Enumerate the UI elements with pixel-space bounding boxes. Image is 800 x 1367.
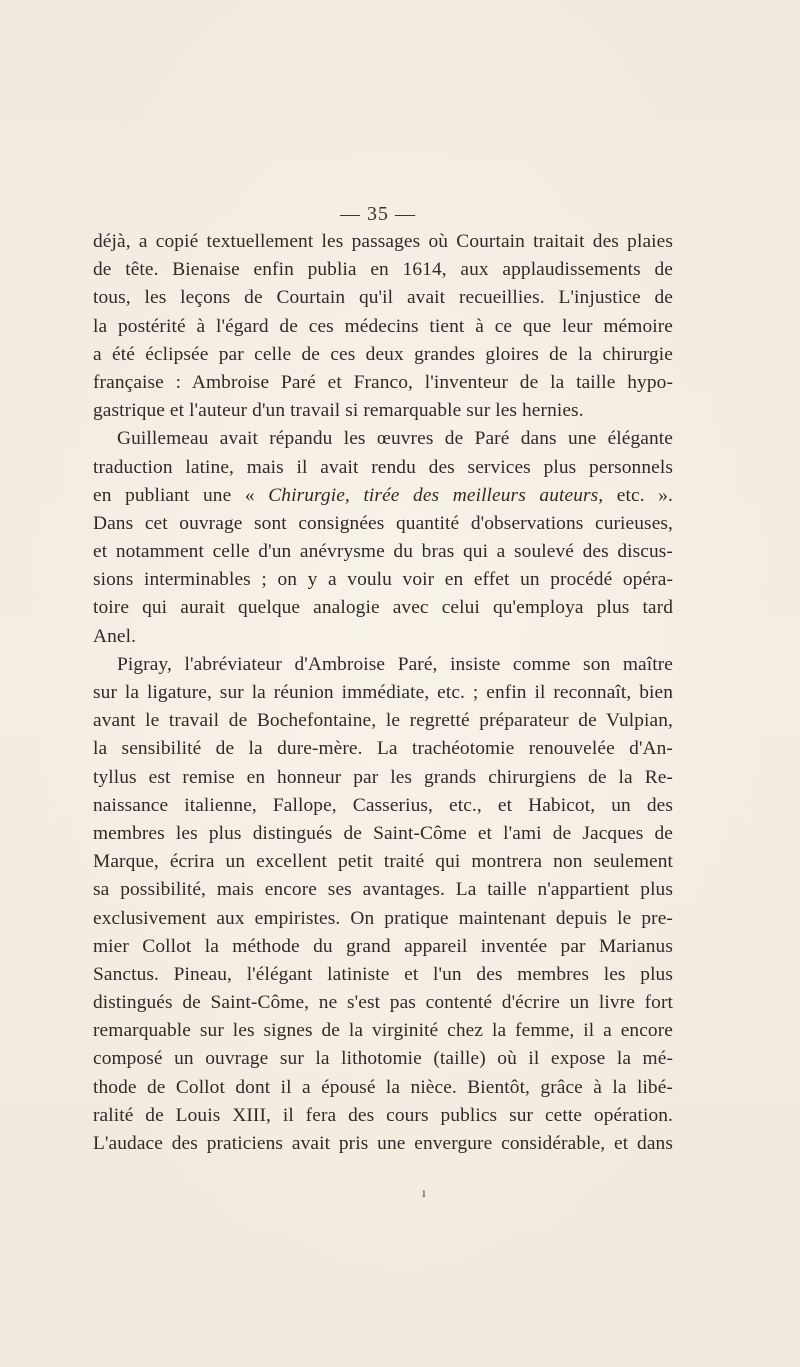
text-line: composé un ouvrage sur la lithotomie (taille) où il expose la mé- (93, 1048, 673, 1070)
text-line: sions interminables ; on y a voulu voir en effet un procédé opéra- (93, 569, 673, 591)
text-line: traduction latine, mais il avait rendu des services plus personnels (93, 456, 673, 478)
text-line: Guillemeau avait répandu les œuvres de Paré dans une élégante (117, 428, 673, 450)
text-line: ralité de Louis XIII, il fera des cours publics sur cette opération. (93, 1104, 673, 1126)
text-line: tyllus est remise en honneur par les grands chirurgiens de la Re- (93, 766, 673, 788)
text-line: et notamment celle d'un anévrysme du bras qui a soulevé des discus- (93, 541, 673, 563)
text-line: distingués de Saint-Côme, ne s'est pas contenté d'écrire un livre fort (93, 992, 673, 1014)
text-line: la sensibilité de la dure-mère. La trachéotomie renouvelée d'An- (93, 738, 673, 760)
text-line: mier Collot la méthode du grand appareil inventée par Marianus (93, 935, 673, 957)
footer-mark: ı (422, 1186, 426, 1201)
text-line: la postérité à l'égard de ces médecins tient à ce que leur mémoire (93, 315, 673, 337)
text-line: Pigray, l'abréviateur d'Ambroise Paré, insiste comme son maître (117, 653, 673, 675)
text-segment: en publiant une « (93, 484, 269, 506)
text-line: tous, les leçons de Courtain qu'il avait recueillies. L'injustice de (93, 287, 673, 309)
text-line: thode de Collot dont il a épousé la nièce. Bientôt, grâce à la libé- (93, 1076, 673, 1098)
text-segment: etc. ». (603, 484, 673, 506)
text-line: Dans cet ouvrage sont consignées quantité d'observations curieuses, (93, 512, 673, 534)
text-line: L'audace des praticiens avait pris une envergure considérable, et dans (93, 1133, 673, 1154)
text-line: de tête. Bienaise enfin publia en 1614, aux applaudissements de (93, 259, 673, 281)
text-line: membres les plus distingués de Saint-Côme et l'ami de Jacques de (93, 822, 673, 844)
text-line: avant le travail de Bochefontaine, le regretté préparateur de Vulpian, (93, 710, 673, 732)
text-line: gastrique et l'auteur d'un travail si remarquable sur les hernies. (93, 400, 584, 422)
book-title: Chirurgie, tirée des meilleurs auteurs, (268, 484, 604, 506)
text-line: exclusivement aux empiristes. On pratique maintenant depuis le pre- (93, 907, 673, 929)
text-line (93, 482, 673, 510)
text-line: Marque, écrira un excellent petit traité qui montrera non seulement (93, 851, 673, 873)
text-line: toire qui aurait quelque analogie avec celui qu'employa plus tard (93, 597, 673, 619)
text-line: française : Ambroise Paré et Franco, l'inventeur de la taille hypo- (93, 371, 673, 393)
text-line: Anel. (93, 625, 137, 647)
text-line: sur la ligature, sur la réunion immédiate, etc. ; enfin il reconnaît, bien (93, 682, 673, 703)
text-line: sa possibilité, mais encore ses avantages. La taille n'appartient plus (93, 879, 673, 901)
text-line: Sanctus. Pineau, l'élégant latiniste et l'un des membres les plus (93, 963, 673, 985)
page-number: — 35 — (340, 203, 416, 225)
text-line: naissance italienne, Fallope, Casserius, etc., et Habicot, un des (93, 794, 673, 816)
text-line: remarquable sur les signes de la virginité chez la femme, il a encore (93, 1020, 673, 1042)
text-line: déjà, a copié textuellement les passages où Courtain traitait des plaies (93, 231, 673, 252)
text-line: a été éclipsée par celle de ces deux grandes gloires de la chirurgie (93, 343, 673, 365)
body-text (93, 228, 673, 1158)
